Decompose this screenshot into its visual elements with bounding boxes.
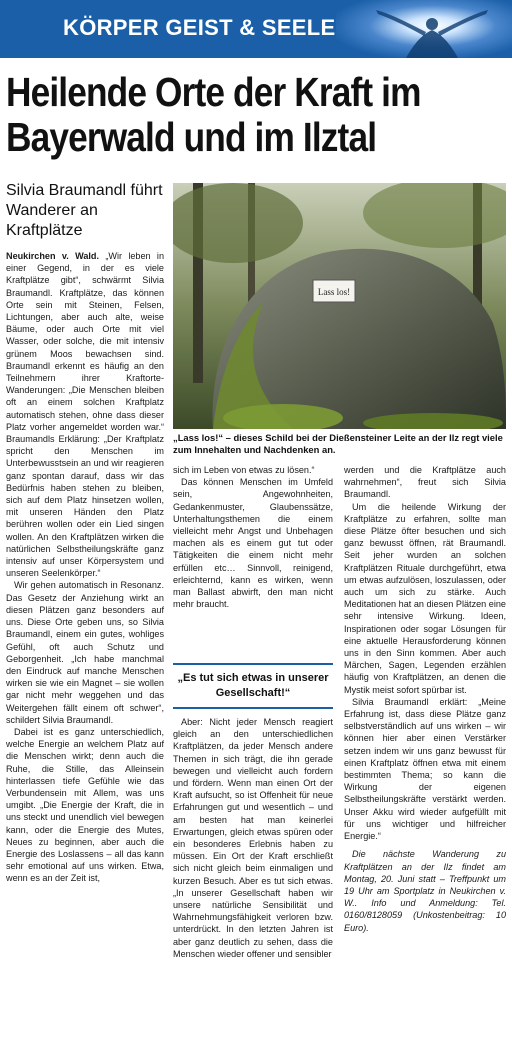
headline-line-2: Bayerwald und im Ilztal (6, 114, 377, 160)
paragraph: Aber: Nicht jeder Mensch reagiert gleich an den unterschiedlichen Kraftplätzen, da jeder Mensch andere Themen in sich trägt, die ihn gerade bewegen und vielleicht auch fordern und fördern. Wenn man einen Ort der Kraft aufsucht, so ist Offenheit für neue Erfahrungen gut und wesentlich – und am besten hat man keinerlei Erwartungen, gleich etwas spüren oder ein besonderes Erlebnis haben zu müssen. Ein Ort der Kraft erschließt sich nicht gleich beim einmaligen und kurzen Besuch. Aber es tut sich etwas. „In unserer Gesellschaft haben wir unsere natürliche Sensibilität und Wahrnehmungsfähigkeit verloren bzw. unterdrückt. In den letzten Jahren ist aber ganz deutlich zu sehen, dass die Menschen wieder offener und sensibler (173, 717, 333, 959)
event-notice: Die nächste Wanderung zu Kraftplätzen an der Ilz findet am Montag, 20. Juni statt – Treffpunkt um 19 Uhr am Sportplatz in Neukirchen v. W.. Info und Anmeldung: Tel. 0160/8128059 (Unkostenbeitrag: 10 Euro). (344, 849, 506, 933)
paragraph: werden und die Kraftplätze auch wahrnehmen“, freut sich Silvia Braumandl. (344, 465, 506, 500)
article-column-2 (173, 464, 333, 610)
article-column-2-continued (173, 716, 333, 960)
paragraph: Um die heilende Wirkung der Kraftplätze zu erfahren, sollte man diese Plätze öfter besuchen und sich ganz bewusst öffnen, rät Braumandl. Seit jeher wurden an solchen Kraftplätzen Rituale durchgeführt, etwa um etwas aufzulösen, loszulassen, oder auch um sich zu stärke. Auch Meditationen hat an diesen Plätzen eine sehr intensive Wirkung. Ideen, Inspirationen oder sogar Lösungen für eine aktuelle Herausforderung können uns in den Sinn kommen. Aber auch Märchen, Sagen, Legenden erzählen häufig von Kraftplätzen, an denen die Mystik meist sofort spürbar ist. (344, 501, 506, 695)
sign-text: Lass los! (317, 287, 351, 297)
article-column-1 (6, 250, 164, 885)
paragraph: Dabei ist es ganz unterschiedlich, welche Energie an welchem Platz auf die Menschen wirkt; denn auch die Ruhe, die Stille, das Alleinsein hinterlassen tiefe Gefühle wie das Verbundensein mit Allem, was uns umgibt. „Die Energie der Kraft, die in uns steckt und unendlich viel bewegen kann, oder die Energie des Mutes, Neues zu beginnen, aber auch die Energie des Loslassens – all das kann sehr emotional auf uns wirken. Etwa, wenn es an der Zeit ist, (6, 726, 164, 884)
article-subhead: Silvia Braumandl führt Wanderer an Kraftplätze (6, 182, 163, 239)
section-banner (0, 0, 512, 58)
section-title: KÖRPER GEIST & SEELE (63, 15, 336, 40)
paragraph: Das können Menschen im Umfeld sein, Angewohnheiten, Gedankenmuster, Glaubenssätze, Unterhaltungsthemen die einem vielleicht mehr Angst und Unbehagen machen als es einem gut tut oder Tätigkeiten die einem nicht mehr erfüllen etc… Sinnvoll, reinigend, erleichternd, kann es wirken, wenn man Ballast abwirft, den man nicht mehr braucht. (173, 477, 333, 610)
headline-line-1: Heilende Orte der Kraft im (6, 69, 421, 115)
paragraph: Neukirchen v. Wald. „Wir leben in einer Gegend, in der es viele Kraftplätze gibt“, schwärmt Silvia Braumandl. Kraftplätze, das können Orte sein mit Steinen, Felsen, Lichtungen, aber auch alte, weise Bäume, oder auch Orte mit viel Wasser, oder solche, die mit intensiv grünem Moos bewachsen sind. Braumandl erkennt es häufig an den Teilnehmern ihrer Kraftorte-Wanderungen: „Die Menschen bleiben oft an einem solchen Kraftplatz automatisch stehen, ohne dass dieser Platz vorher angemeldet worden war.“ Braumandls Erklärung: „Der Kraftplatz spricht den Menschen im Unterbewusstsein an und wir reagieren ganz spontan darauf, dass wir das Bedürfnis haben stehen zu bleiben, sich auf dem Platz hinsetzen wollen, mit unseren Händen den Platz berühren wollen oder ein Lied singen wollen. An den Kraftplätzen wirken die natürlichen Selbstheilungskräfte ganz intensiv auf unser Körpersystem und unseren Seelenkörper.“ (6, 251, 165, 579)
photo-caption: „Lass los!“ – dieses Schild bei der Dießensteiner Leite an der Ilz regt viele zum Innehalten und Nachdenken an. (173, 432, 503, 455)
pull-quote: „Es tut sich etwas in unserer Gesellschaft!“ (173, 663, 333, 709)
paragraph: Silvia Braumandl erklärt: „Meine Erfahrung ist, dass diese Plätze ganz selbstverständlich auf uns wirken – wir können hier aber einen Verstärker setzen indem wir uns ganz bewusst für einen Kraftplatz öffnen etwa mit einem bestimmten Thema; so kann die Wirkung der eigenen Selbstheilungskräfte verstärkt werden. Unser Akku wird wieder aufgefüllt mit für uns wichtiger und hilfreicher Energie.“ (344, 696, 506, 842)
paragraph: sich im Leben von etwas zu lösen.“ (173, 465, 315, 475)
forest-boulder-image (173, 183, 506, 429)
article-photo (173, 183, 506, 429)
article-headline (6, 70, 436, 160)
article-column-3 (344, 464, 506, 934)
dateline: Neukirchen v. Wald. (6, 251, 100, 261)
meditation-silhouette-image (336, 0, 512, 58)
paragraph: Wir gehen automatisch in Resonanz. Das Gesetz der Anziehung wirkt an diesen Plätzen ganz besonders auf uns. Diese Orte geben uns, so Silvia Braumandl, einem ein gutes, wohliges Gefühl, oft auch Schutz und Geborgenheit. „Ich habe manchmal den Eindruck auf manche Menschen wirken sie wie ein Magnet – sie wollen gar nicht mehr weggehen und das Weitergehen fällt einem oft schwer“, schildert Silvia Braumandl. (6, 580, 164, 725)
